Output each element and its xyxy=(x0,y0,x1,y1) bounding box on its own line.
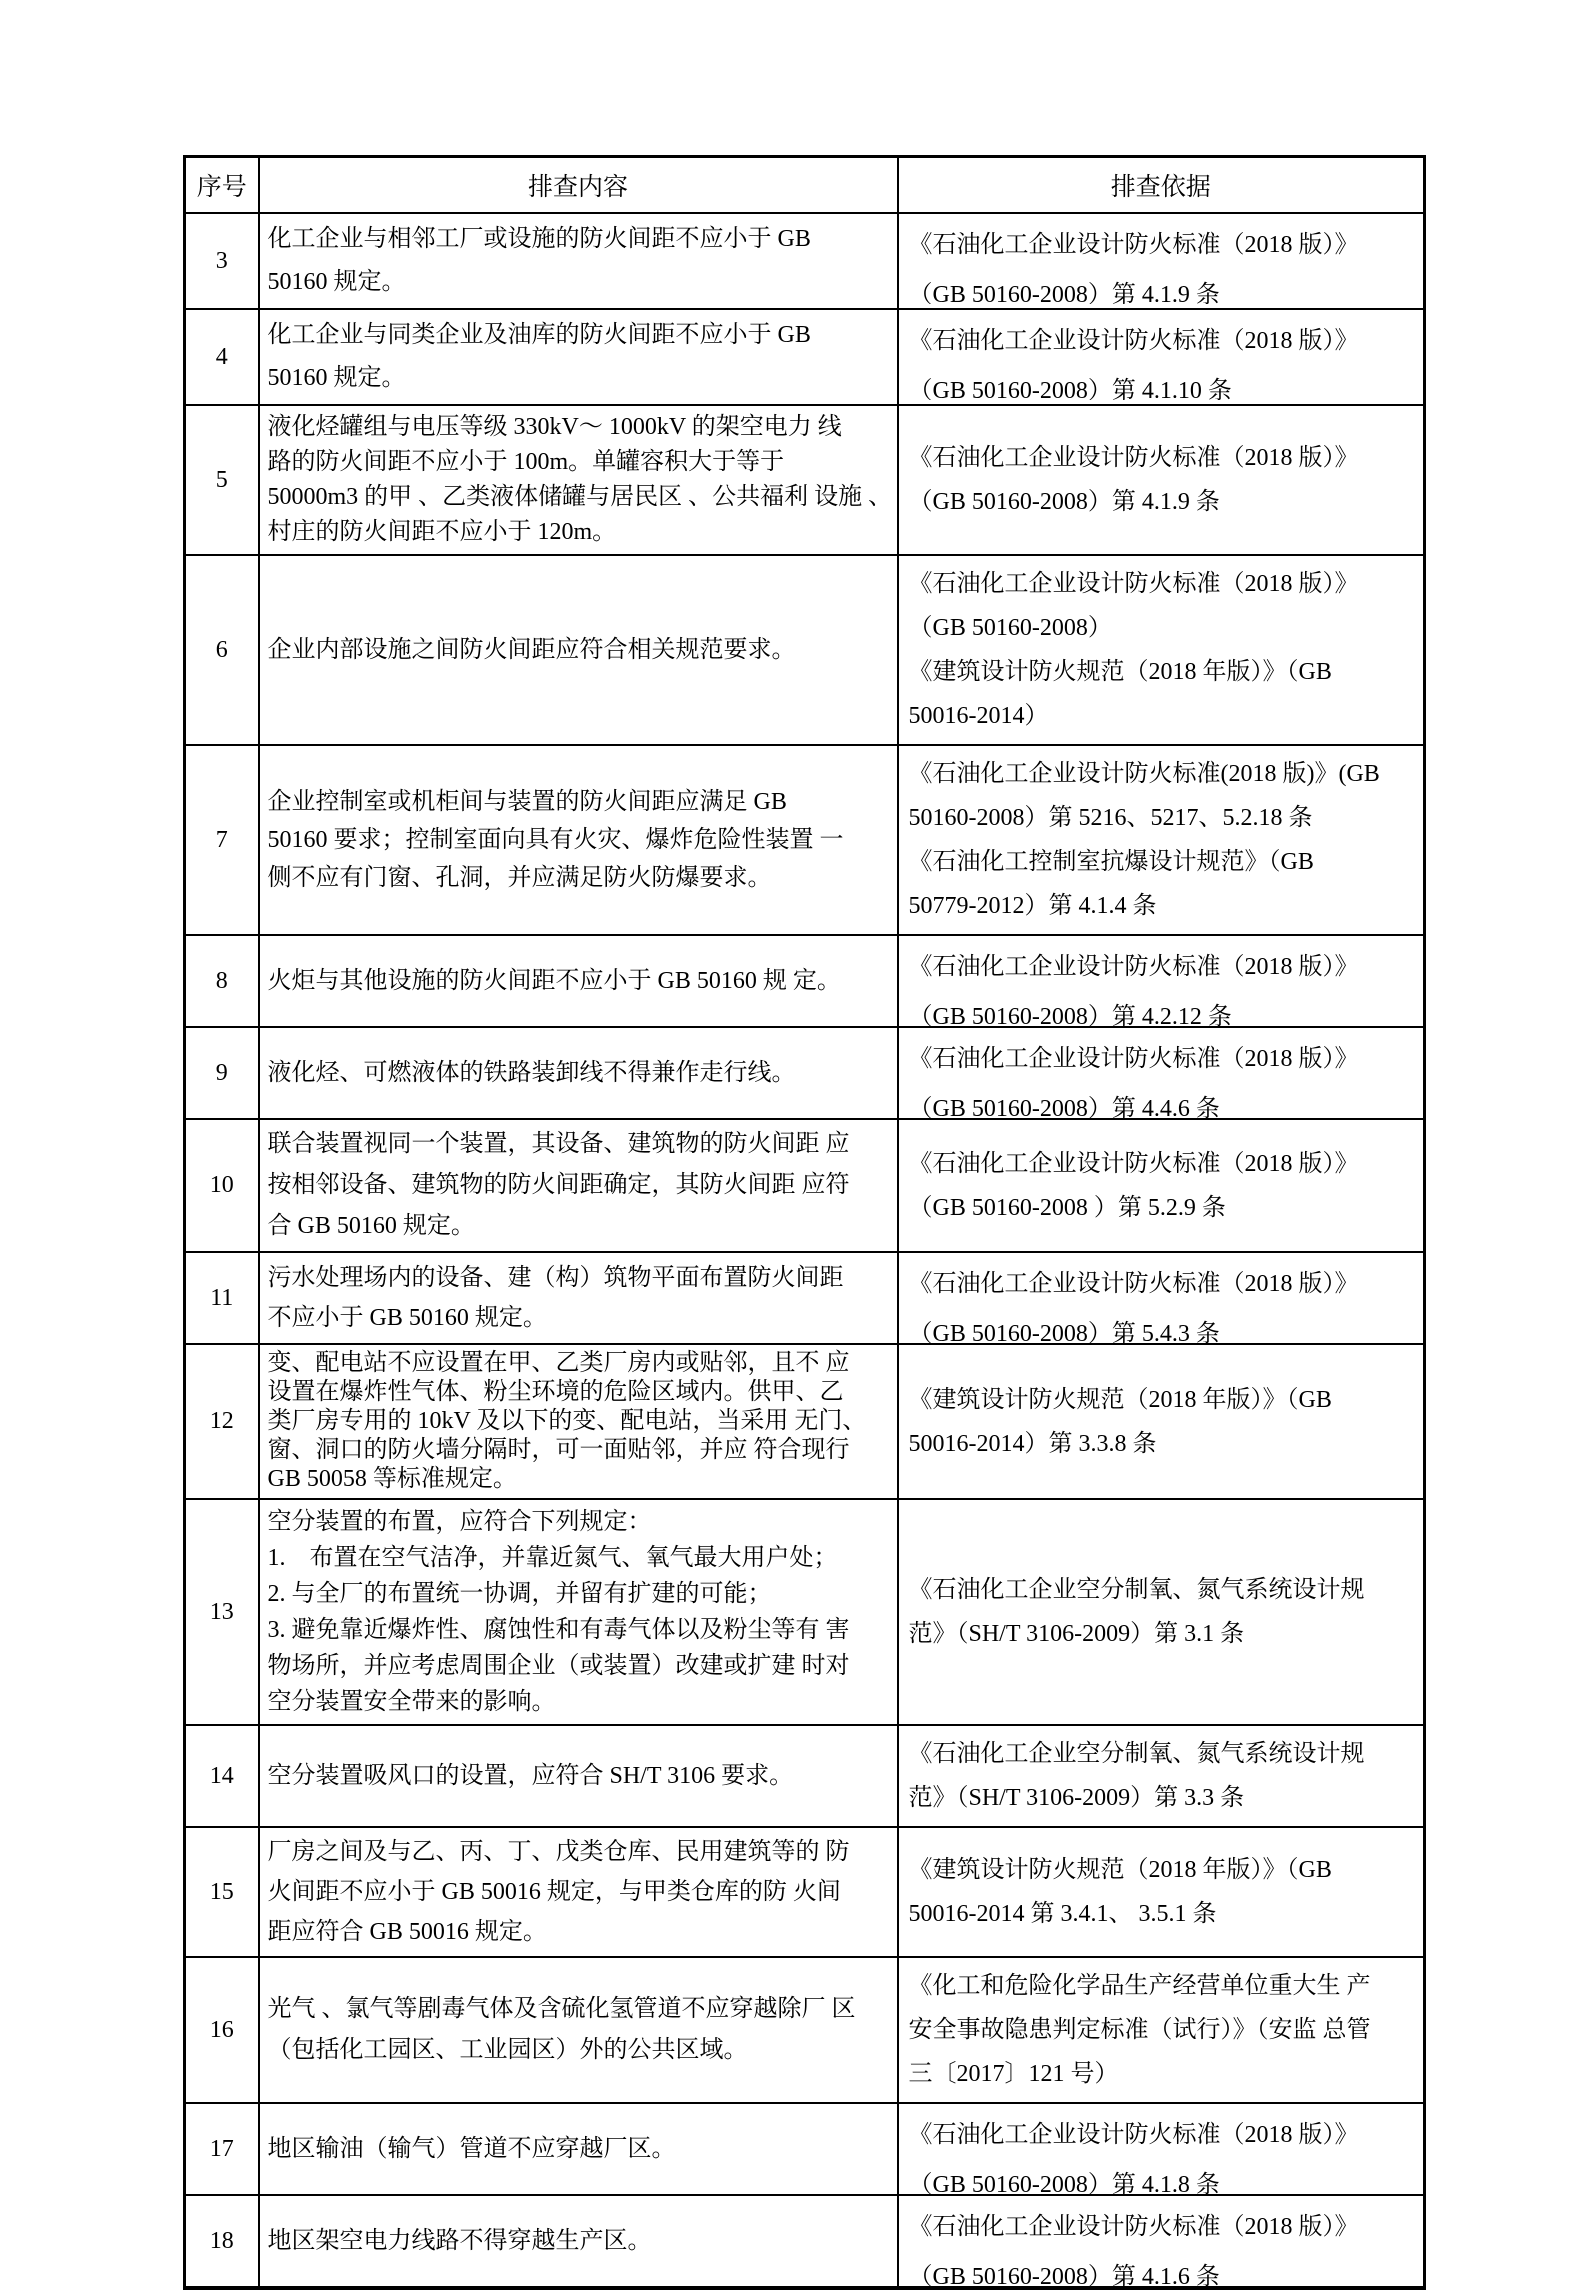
basis-line: 《石油化工企业设计防火标准（2018 版）》 xyxy=(908,328,1359,354)
content-line: （包括化工园区、工业园区）外的公共区域。 xyxy=(267,2037,748,2063)
content-line: 光气 、氯气等剧毒气体及含硫化氢管道不应穿越除厂 区 xyxy=(267,1996,856,2022)
row-number: 7 xyxy=(185,745,259,935)
inspection-content-cell xyxy=(259,1344,898,1499)
basis-line: 三〔2017〕121 号） xyxy=(908,2061,1119,2087)
inspection-content-cell xyxy=(259,405,898,555)
content-line: 联合装置视同一个装置，其设备、建筑物的防火间距 应 xyxy=(267,1131,850,1157)
inspection-content-cell xyxy=(259,1499,898,1725)
content-line: 变、配电站不应设置在甲、乙类厂房内或贴邻，且不 应 xyxy=(267,1350,850,1376)
content-line: 50160 要求；控制室面向具有火灾、爆炸危险性装置 一 xyxy=(267,827,844,853)
basis-line: 50779-2012）第 4.1.4 条 xyxy=(908,893,1157,919)
basis-line: （GB 50160-2008）第 5.4.3 条 xyxy=(908,1321,1220,1343)
inspection-content-cell xyxy=(259,2103,898,2195)
basis-line: 《建筑设计防火规范（2018 年版）》（GB xyxy=(908,1857,1332,1883)
content-line: 火间距不应小于 GB 50016 规定，与甲类仓库的防 火间 xyxy=(267,1879,841,1905)
table-row xyxy=(185,2195,1425,2288)
content-line: 50160 规定。 xyxy=(267,269,406,295)
content-line: 企业控制室或机柜间与装置的防火间距应满足 GB xyxy=(267,789,787,815)
content-line: GB 50058 等标准规定。 xyxy=(267,1466,517,1492)
inspection-basis-cell xyxy=(898,1027,1425,1119)
row-number: 14 xyxy=(185,1725,259,1827)
row-number: 5 xyxy=(185,405,259,555)
row-number: 15 xyxy=(185,1827,259,1957)
content-line: 1. 布置在空气洁净，并靠近氮气、氧气最大用户处； xyxy=(267,1545,838,1571)
basis-line: 《石油化工企业空分制氧、氮气系统设计规 xyxy=(908,1741,1365,1767)
basis-line: （GB 50160-2008）第 4.2.12 条 xyxy=(908,1004,1232,1026)
inspection-content-cell xyxy=(259,1119,898,1252)
basis-line: 《石油化工企业设计防火标准（2018 版）》 xyxy=(908,571,1359,597)
inspection-content-cell xyxy=(259,1725,898,1827)
header-row xyxy=(185,157,1425,214)
content-line: 类厂房专用的 10kV 及以下的变、配电站，当采用 无门、 xyxy=(267,1408,867,1434)
row-number: 16 xyxy=(185,1957,259,2103)
inspection-basis-cell xyxy=(898,213,1425,309)
header-cell-no: 序号 xyxy=(185,157,259,214)
basis-line: 《石油化工企业设计防火标准（2018 版）》 xyxy=(908,1271,1359,1297)
basis-line: （GB 50160-2008）第 4.1.8 条 xyxy=(908,2172,1220,2194)
content-line: 窗、洞口的防火墙分隔时，可一面贴邻，并应 符合现行 xyxy=(267,1437,850,1463)
content-line: 地区输油（输气）管道不应穿越厂区。 xyxy=(267,2136,676,2162)
row-number: 6 xyxy=(185,555,259,745)
inspection-content-cell xyxy=(259,935,898,1027)
inspection-table xyxy=(183,155,1426,2290)
content-line: 村庄的防火间距不应小于 120m。 xyxy=(267,519,617,545)
table-row xyxy=(185,1499,1425,1725)
inspection-basis-cell xyxy=(898,2103,1425,2195)
table-row xyxy=(185,1725,1425,1827)
basis-line: 《石油化工企业设计防火标准（2018 版）》 xyxy=(908,2122,1359,2148)
content-line: 合 GB 50160 规定。 xyxy=(267,1213,475,1239)
content-line: 50000m3 的甲 、乙类液体储罐与居民区 、公共福利 设施 、 xyxy=(267,484,893,510)
table-row xyxy=(185,1119,1425,1252)
content-line: 企业内部设施之间防火间距应符合相关规范要求。 xyxy=(267,637,796,663)
inspection-content-cell xyxy=(259,1027,898,1119)
basis-line: 50016-2014） xyxy=(908,703,1049,729)
content-line: 50160 规定。 xyxy=(267,365,406,391)
basis-line: （GB 50160-2008）第 4.1.9 条 xyxy=(908,489,1220,515)
table-row xyxy=(185,213,1425,309)
basis-line: 《石油化工企业设计防火标准（2018 版）》 xyxy=(908,2214,1359,2240)
row-number: 13 xyxy=(185,1499,259,1725)
row-number: 12 xyxy=(185,1344,259,1499)
inspection-content-cell xyxy=(259,555,898,745)
inspection-basis-cell xyxy=(898,1499,1425,1725)
row-number: 10 xyxy=(185,1119,259,1252)
basis-line: 50160-2008）第 5216、5217、5.2.18 条 xyxy=(908,805,1313,831)
content-line: 液化烃罐组与电压等级 330kV～ 1000kV 的架空电力 线 xyxy=(267,414,842,440)
inspection-basis-cell xyxy=(898,1119,1425,1252)
content-line: 侧不应有门窗、孔洞，并应满足防火防爆要求。 xyxy=(267,865,772,891)
basis-line: （GB 50160-2008）第 4.1.9 条 xyxy=(908,282,1220,304)
inspection-basis-cell xyxy=(898,1344,1425,1499)
content-line: 地区架空电力线路不得穿越生产区。 xyxy=(267,2228,652,2254)
inspection-content-cell xyxy=(259,745,898,935)
inspection-basis-cell xyxy=(898,1725,1425,1827)
table-row xyxy=(185,1344,1425,1499)
header-cell-basis: 排查依据 xyxy=(898,157,1425,214)
table-row xyxy=(185,1027,1425,1119)
basis-line: 《化工和危险化学品生产经营单位重大生 产 xyxy=(908,1973,1371,1999)
content-line: 空分装置安全带来的影响。 xyxy=(267,1689,556,1715)
inspection-content-cell xyxy=(259,309,898,405)
row-number: 9 xyxy=(185,1027,259,1119)
basis-line: 安全事故隐患判定标准（试行）》（安监 总管 xyxy=(908,2017,1371,2043)
content-line: 空分装置的布置，应符合下列规定： xyxy=(267,1509,652,1535)
row-number: 4 xyxy=(185,309,259,405)
basis-line: 《建筑设计防火规范（2018 年版）》（GB xyxy=(908,659,1332,685)
basis-line: （GB 50160-2008 ）第 5.2.9 条 xyxy=(908,1194,1226,1221)
content-line: 火炬与其他设施的防火间距不应小于 GB 50160 规 定。 xyxy=(267,968,841,994)
content-line: 空分装置吸风口的设置，应符合 SH/T 3106 要求。 xyxy=(267,1763,794,1789)
basis-line: 《石油化工企业设计防火标准(2018 版)》(GB xyxy=(908,761,1380,787)
basis-line: 《石油化工企业设计防火标准（2018 版）》 xyxy=(908,232,1359,258)
basis-line: （GB 50160-2008）第 4.1.10 条 xyxy=(908,378,1232,400)
basis-line: 50016-2014）第 3.3.8 条 xyxy=(908,1430,1157,1457)
content-line: 厂房之间及与乙、丙、丁、戊类仓库、民用建筑等的 防 xyxy=(267,1839,850,1865)
header-cell-content: 排查内容 xyxy=(259,157,898,214)
table-row xyxy=(185,405,1425,555)
content-line: 不应小于 GB 50160 规定。 xyxy=(267,1305,547,1331)
basis-line: 《石油化工企业空分制氧、氮气系统设计规 xyxy=(908,1577,1365,1603)
content-line: 距应符合 GB 50016 规定。 xyxy=(267,1919,547,1945)
basis-line: 《石油化工企业设计防火标准（2018 版）》 xyxy=(908,1046,1359,1072)
row-number: 17 xyxy=(185,2103,259,2195)
inspection-content-cell xyxy=(259,1957,898,2103)
content-line: 物场所，并应考虑周围企业（或装置）改建或扩建 时对 xyxy=(267,1653,850,1679)
table-row xyxy=(185,309,1425,405)
table-row xyxy=(185,745,1425,935)
inspection-content-cell xyxy=(259,1827,898,1957)
content-line: 化工企业与同类企业及油库的防火间距不应小于 GB xyxy=(267,322,811,348)
table-row xyxy=(185,1827,1425,1957)
basis-line: （GB 50160-2008）第 4.1.6 条 xyxy=(908,2264,1220,2286)
content-line: 设置在爆炸性气体、粉尘环境的危险区域内。供甲、乙 xyxy=(267,1379,844,1405)
row-number: 8 xyxy=(185,935,259,1027)
inspection-basis-cell xyxy=(898,405,1425,555)
table-row xyxy=(185,935,1425,1027)
content-line: 3. 避免靠近爆炸性、腐蚀性和有毒气体以及粉尘等有 害 xyxy=(267,1617,850,1643)
content-line: 按相邻设备、建筑物的防火间距确定，其防火间距 应符 xyxy=(267,1172,850,1198)
basis-line: 范》（SH/T 3106-2009）第 3.1 条 xyxy=(908,1621,1245,1647)
table-row xyxy=(185,1957,1425,2103)
inspection-basis-cell xyxy=(898,935,1425,1027)
table-row xyxy=(185,1252,1425,1344)
row-number: 11 xyxy=(185,1252,259,1344)
basis-line: 范》（SH/T 3106-2009）第 3.3 条 xyxy=(908,1785,1245,1811)
inspection-content-cell xyxy=(259,2195,898,2288)
row-number: 18 xyxy=(185,2195,259,2288)
basis-line: （GB 50160-2008） xyxy=(908,615,1112,641)
table-row xyxy=(185,555,1425,745)
inspection-basis-cell xyxy=(898,1957,1425,2103)
basis-line: 《建筑设计防火规范（2018 年版）》（GB xyxy=(908,1386,1332,1413)
basis-line: 《石油化工企业设计防火标准（2018 版）》 xyxy=(908,954,1359,980)
inspection-basis-cell xyxy=(898,745,1425,935)
basis-line: 《石油化工企业设计防火标准（2018 版）》 xyxy=(908,445,1359,471)
table-body xyxy=(185,213,1425,2288)
basis-line: 50016-2014 第 3.4.1、 3.5.1 条 xyxy=(908,1901,1217,1927)
basis-line: 《石油化工企业设计防火标准（2018 版）》 xyxy=(908,1150,1359,1177)
inspection-content-cell xyxy=(259,213,898,309)
inspection-basis-cell xyxy=(898,2195,1425,2288)
content-line: 路的防火间距不应小于 100m。单罐容积大于等于 xyxy=(267,449,785,475)
content-line: 2. 与全厂的布置统一协调，并留有扩建的可能； xyxy=(267,1581,772,1607)
inspection-basis-cell xyxy=(898,309,1425,405)
row-number: 3 xyxy=(185,213,259,309)
content-line: 液化烃、可燃液体的铁路装卸线不得兼作走行线。 xyxy=(267,1060,796,1086)
basis-line: 《石油化工控制室抗爆设计规范》（GB xyxy=(908,849,1314,875)
table-row xyxy=(185,2103,1425,2195)
content-line: 化工企业与相邻工厂或设施的防火间距不应小于 GB xyxy=(267,226,811,252)
basis-line: （GB 50160-2008）第 4.4.6 条 xyxy=(908,1096,1220,1118)
inspection-basis-cell xyxy=(898,1252,1425,1344)
content-line: 污水处理场内的设备、建（构）筑物平面布置防火间距 xyxy=(267,1265,844,1291)
inspection-content-cell xyxy=(259,1252,898,1344)
inspection-basis-cell xyxy=(898,555,1425,745)
inspection-basis-cell xyxy=(898,1827,1425,1957)
